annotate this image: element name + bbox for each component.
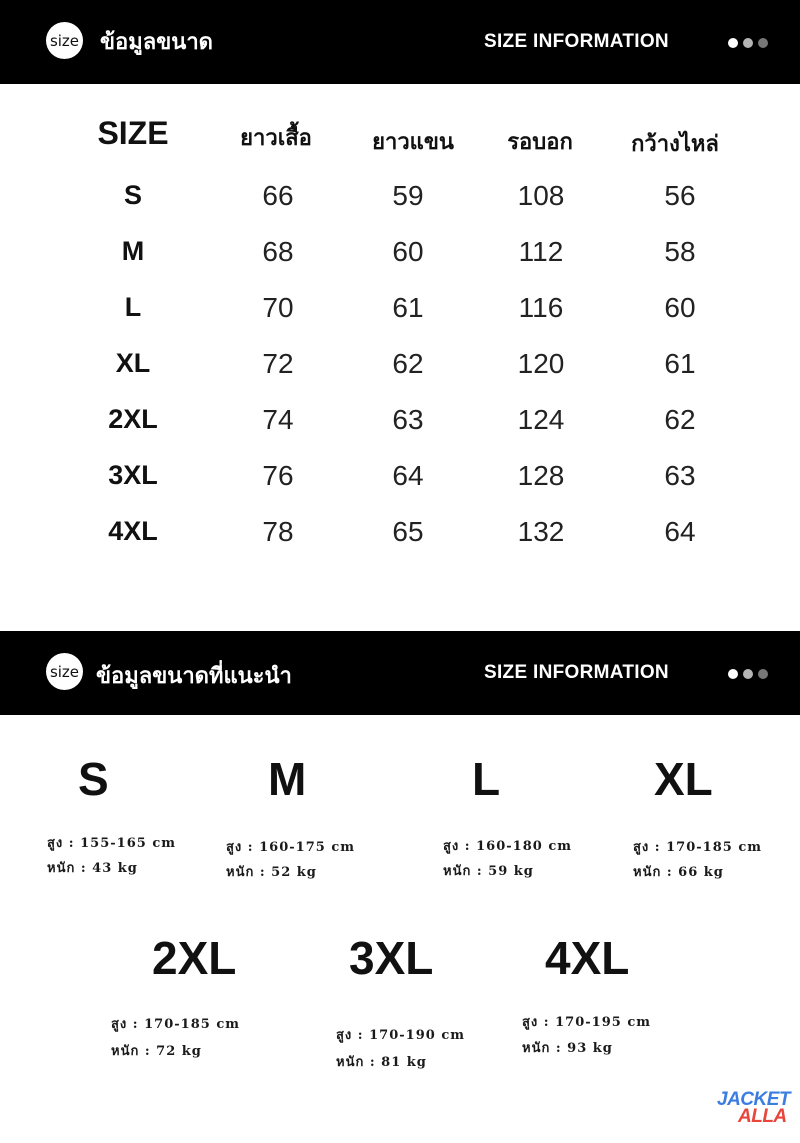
- size-badge-icon: size: [46, 653, 83, 690]
- cell-chest: 116: [518, 292, 564, 323]
- recommendation-weight: หนัก : 43 kg: [47, 861, 138, 876]
- column-header-shoulder: กว้างไหล่: [631, 132, 719, 157]
- column-header-chest: รอบอก: [507, 130, 573, 155]
- recommendation-size: 2XL: [152, 932, 237, 984]
- table-row-size: S: [123, 180, 143, 210]
- cell-chest: 112: [518, 236, 564, 267]
- banner-title: ข้อมูลขนาดที่แนะนำ: [96, 664, 292, 689]
- size-info-banner-bottom: [0, 631, 800, 715]
- recommendation-height: สูง : 170-185 cm: [633, 840, 762, 855]
- table-row-size: 4XL: [108, 516, 158, 546]
- column-header-length: ยาวเสื้อ: [240, 126, 312, 151]
- cell-shoulder: 63: [664, 460, 696, 491]
- cell-length: 66: [262, 180, 294, 211]
- recommendation-weight: หนัก : 72 kg: [111, 1044, 202, 1059]
- recommendation-size: 4XL: [545, 932, 630, 984]
- recommendation-height: สูง : 160-175 cm: [226, 840, 355, 855]
- table-row-size: 3XL: [108, 460, 158, 490]
- table-row-size: XL: [115, 348, 151, 378]
- cell-chest: 124: [517, 404, 565, 435]
- table-row-size: 2XL: [108, 404, 158, 434]
- recommendation-height: สูง : 170-185 cm: [111, 1017, 240, 1032]
- recommendation-height: สูง : 170-195 cm: [522, 1015, 651, 1030]
- cell-sleeve: 62: [392, 348, 424, 379]
- recommendation-weight: หนัก : 52 kg: [226, 865, 317, 880]
- cell-length: 74: [262, 404, 294, 435]
- cell-shoulder: 61: [664, 348, 696, 379]
- cell-length: 78: [262, 516, 294, 547]
- recommendation-size: XL: [654, 753, 713, 805]
- cell-length: 76: [262, 460, 294, 491]
- table-row-size: M: [121, 236, 145, 266]
- brand-logo-line1: JACKET: [717, 1089, 791, 1110]
- banner-title: ข้อมูลขนาด: [100, 30, 213, 55]
- cell-shoulder: 60: [664, 292, 696, 323]
- recommendation-weight: หนัก : 93 kg: [522, 1041, 613, 1056]
- size-info-banner-top: [0, 0, 800, 84]
- banner-subtitle: SIZE INFORMATION: [484, 31, 669, 52]
- cell-length: 72: [262, 348, 294, 379]
- recommendation-size: S: [78, 753, 109, 805]
- recommendation-weight: หนัก : 81 kg: [336, 1055, 427, 1070]
- cell-chest: 108: [517, 180, 565, 211]
- cell-sleeve: 63: [392, 404, 424, 435]
- cell-shoulder: 64: [664, 516, 696, 547]
- size-badge-icon: size: [46, 22, 83, 59]
- banner-subtitle: SIZE INFORMATION: [484, 662, 669, 683]
- cell-chest: 132: [517, 516, 565, 547]
- cell-sleeve: 65: [392, 516, 424, 547]
- cell-sleeve: 59: [392, 180, 424, 211]
- cell-sleeve: 60: [392, 236, 424, 267]
- brand-logo-line2: ALLA: [738, 1106, 787, 1127]
- cell-sleeve: 64: [392, 460, 424, 491]
- recommendation-weight: หนัก : 66 kg: [633, 865, 724, 880]
- cell-length: 70: [262, 292, 294, 323]
- recommendation-size: L: [472, 753, 501, 805]
- column-header-size: SIZE: [97, 115, 169, 151]
- cell-chest: 120: [517, 348, 565, 379]
- recommendation-size: M: [268, 753, 307, 805]
- cell-sleeve: 61: [392, 292, 424, 323]
- recommendation-height: สูง : 170-190 cm: [336, 1028, 465, 1043]
- recommendation-height: สูง : 155-165 cm: [47, 836, 176, 851]
- column-header-sleeve: ยาวแขน: [372, 130, 454, 155]
- recommendation-height: สูง : 160-180 cm: [443, 839, 572, 854]
- cell-shoulder: 56: [664, 180, 696, 211]
- recommendation-size: 3XL: [349, 932, 434, 984]
- recommendation-weight: หนัก : 59 kg: [443, 864, 534, 879]
- cell-shoulder: 58: [664, 236, 696, 267]
- table-row-size: L: [124, 292, 142, 322]
- cell-length: 68: [262, 236, 294, 267]
- cell-chest: 128: [517, 460, 565, 491]
- cell-shoulder: 62: [664, 404, 696, 435]
